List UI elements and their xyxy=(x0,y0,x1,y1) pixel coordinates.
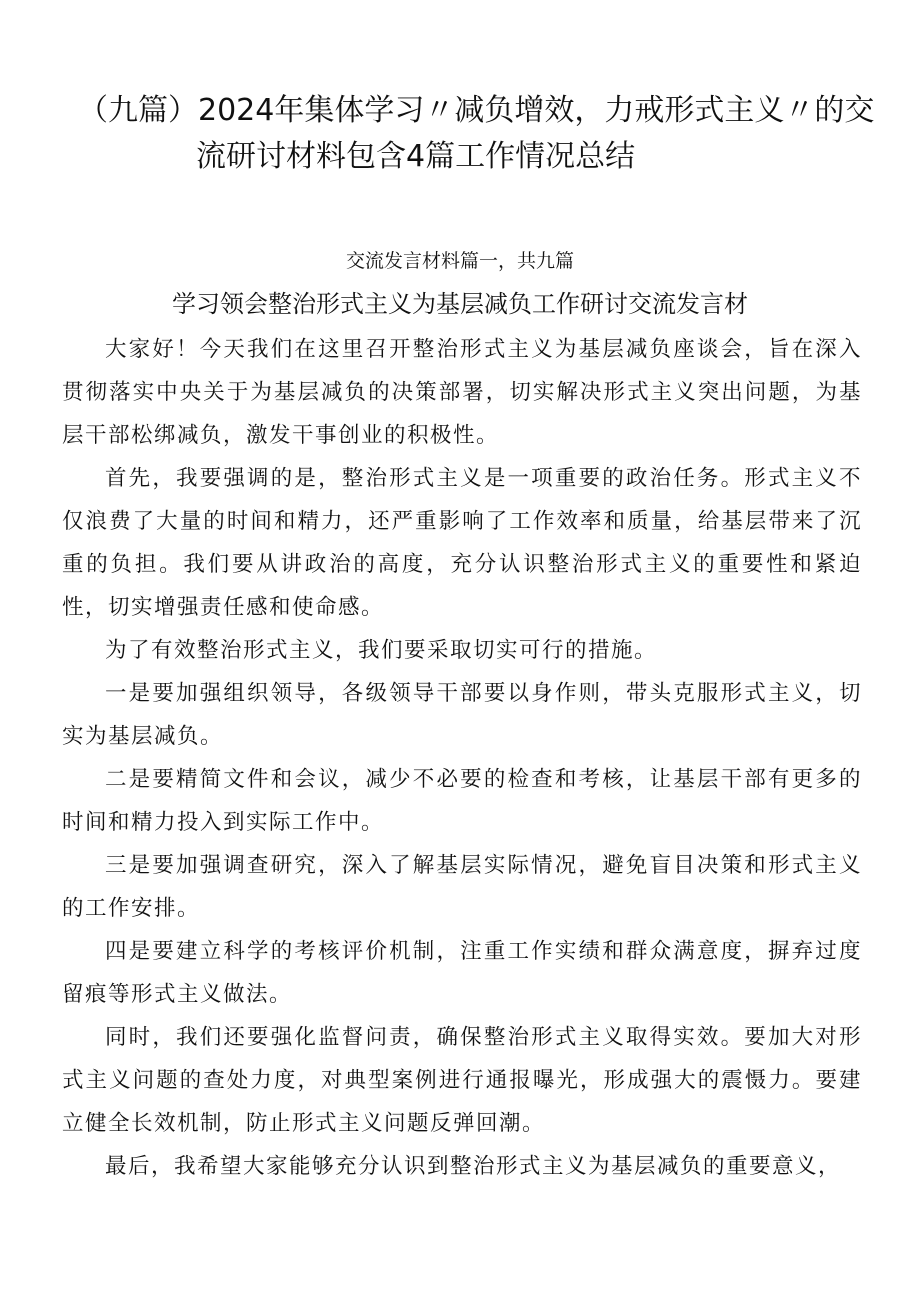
paragraph: 三是要加强调查研究，深入了解基层实际情况，避免盲目决策和形式主义的工作安排。 xyxy=(62,853,862,921)
main-title xyxy=(78,88,878,180)
paragraph: 首先，我要强调的是，整治形式主义是一项重要的政治任务。形式主义不仅浪费了大量的时间和精力，还严重影响了工作效率和质量，给基层带来了沉重的负担。我们要从讲政治的高度，充分认识整治形式主义的重要性和紧迫性，切实增强责任感和使命感。 xyxy=(62,466,862,620)
main-title-line-1: （九篇）2024年集体学习〃减负增效，力戒形式主义〃的交 xyxy=(78,93,875,128)
paragraph: 大家好！今天我们在这里召开整治形式主义为基层减负座谈会，旨在深入贯彻落实中央关于为基层减负的决策部署，切实解决形式主义突出问题，为基层干部松绑减负，激发干事创业的积极性。 xyxy=(62,337,862,448)
paragraph: 最后，我希望大家能够充分认识到整治形式主义为基层减负的重要意义， xyxy=(105,1154,842,1179)
article-title: 学习领会整治形式主义为基层减负工作研讨交流发言材 xyxy=(172,290,748,318)
paragraph: 同时，我们还要强化监督问责，确保整治形式主义取得实效。要加大对形式主义问题的查处力度，对典型案例进行通报曝光，形成强大的震慑力。要建立健全长效机制，防止形式主义问题反弹回潮。 xyxy=(62,1025,862,1136)
paragraph: 四是要建立科学的考核评价机制，注重工作实绩和群众满意度，摒弃过度留痕等形式主义做法。 xyxy=(62,939,862,1007)
paragraph: 为了有效整治形式主义，我们要采取切实可行的措施。 xyxy=(105,638,658,663)
paragraph: 一是要加强组织领导，各级领导干部要以身作则，带头克服形式主义，切实为基层减负。 xyxy=(62,681,862,749)
main-title-line-2: 流研讨材料包含4篇工作情况总结 xyxy=(196,139,636,174)
article-body xyxy=(62,328,862,1188)
section-subtitle: 交流发言材料篇一，共九篇 xyxy=(345,250,574,272)
paragraph: 二是要精简文件和会议，减少不必要的检查和考核，让基层干部有更多的时间和精力投入到实际工作中。 xyxy=(62,767,862,835)
